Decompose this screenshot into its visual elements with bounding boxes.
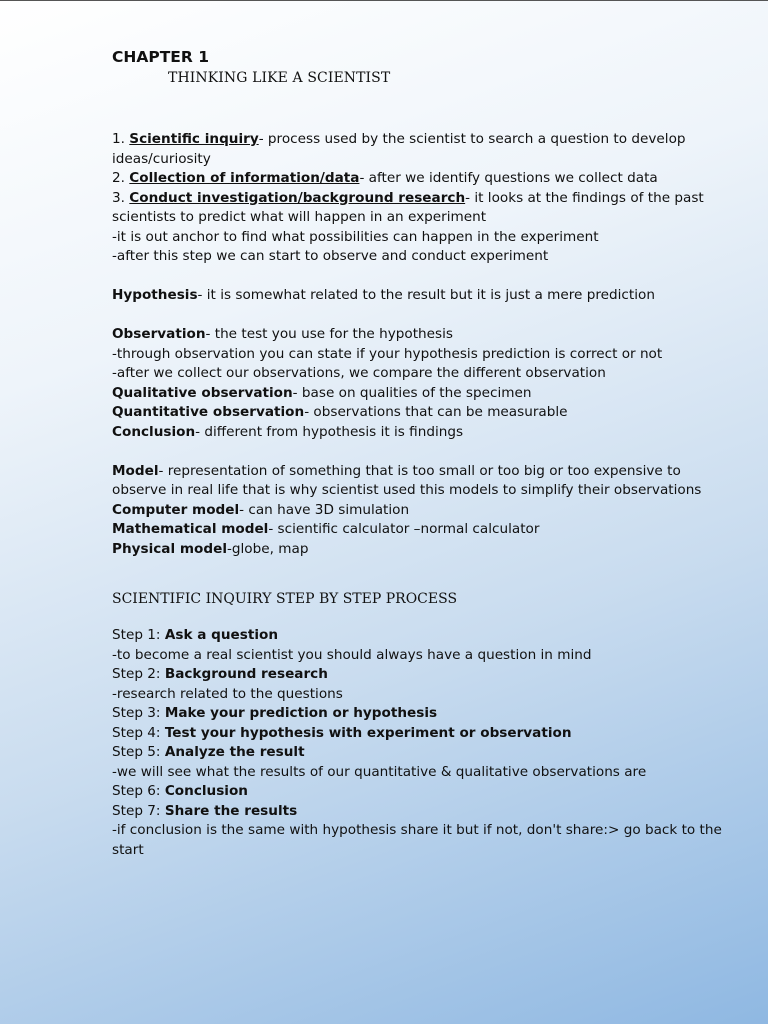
hypothesis-line: Hypothesis- it is somewhat related to the result but it is just a mere prediction [112, 287, 655, 303]
qualitative-line: Qualitative observation- base on qualities of the specimen [112, 384, 532, 401]
term-collection-of-information: Collection of information/data [129, 170, 360, 186]
chapter-subtitle: THINKING LIKE A SCIENTIST [168, 70, 391, 86]
step-6: Step 6: Conclusion [112, 783, 248, 799]
list-item: ideas/curiosity [112, 150, 211, 167]
term-conduct-investigation: Conduct investigation/background research [129, 189, 466, 206]
step-note: -if conclusion is the same with hypothesis share it but if not, don't share:> go back to the start [112, 822, 722, 858]
top-border-line [0, 0, 768, 1]
term-scientific-inquiry: Scientific inquiry [129, 131, 259, 147]
list-item: 2. Collection of information/data- after we identify questions we collect data [112, 170, 658, 186]
term-conclusion: Conclusion [112, 423, 196, 440]
step-note: -we will see what the results of our quantitative & qualitative observations are [112, 763, 647, 780]
list-item: -after this step we can start to observe and conduct experiment [112, 248, 549, 264]
section-heading: SCIENTIFIC INQUIRY STEP BY STEP PROCESS [112, 591, 458, 607]
conclusion-line: Conclusion- different from hypothesis it is findings [112, 423, 464, 440]
computer-model-line: Computer model- can have 3D simulation [112, 501, 410, 518]
term-computer-model: Computer model [112, 501, 240, 518]
model-note: observe in real life that is why scientist used this models to simplify their observations [112, 482, 702, 498]
term-model: Model [112, 462, 159, 479]
step-5: Step 5: Analyze the result [112, 744, 305, 760]
term-qualitative-observation: Qualitative observation [112, 384, 293, 401]
mathematical-model-line: Mathematical model- scientific calculator –normal calculator [112, 521, 540, 537]
physical-model-line: Physical model-globe, map [112, 540, 309, 557]
observation-note: -through observation you can state if your hypothesis prediction is correct or not [112, 345, 663, 362]
step-note: -research related to the questions [112, 685, 343, 702]
term-quantitative-observation: Quantitative observation [112, 404, 305, 420]
step-3: Step 3: Make your prediction or hypothesis [112, 705, 438, 721]
term-hypothesis: Hypothesis [112, 287, 198, 303]
model-line: Model- representation of something that is too small or too big or too expensive to [112, 462, 681, 479]
step-1: Step 1: Ask a question [112, 627, 279, 643]
list-item: 3. Conduct investigation/background research- it looks at the findings of the past [112, 189, 704, 206]
observation-note: -after we collect our observations, we compare the different observation [112, 365, 606, 381]
step-note: -to become a real scientist you should always have a question in mind [112, 646, 592, 663]
term-physical-model: Physical model [112, 540, 227, 557]
step-4: Step 4: Test your hypothesis with experiment or observation [112, 724, 572, 741]
list-item: scientists to predict what will happen in an experiment [112, 209, 487, 225]
quantitative-line: Quantitative observation- observations that can be measurable [112, 404, 568, 420]
list-item: 1. Scientific inquiry- process used by the scientist to search a question to develop [112, 131, 686, 147]
document-page [112, 46, 732, 860]
term-observation: Observation [112, 326, 206, 342]
chapter-heading: CHAPTER 1 [112, 48, 209, 66]
list-item: -it is out anchor to find what possibilities can happen in the experiment [112, 228, 599, 245]
term-mathematical-model: Mathematical model [112, 521, 269, 537]
step-2: Step 2: Background research [112, 666, 328, 682]
observation-line: Observation- the test you use for the hypothesis [112, 326, 453, 342]
step-7: Step 7: Share the results [112, 802, 298, 819]
